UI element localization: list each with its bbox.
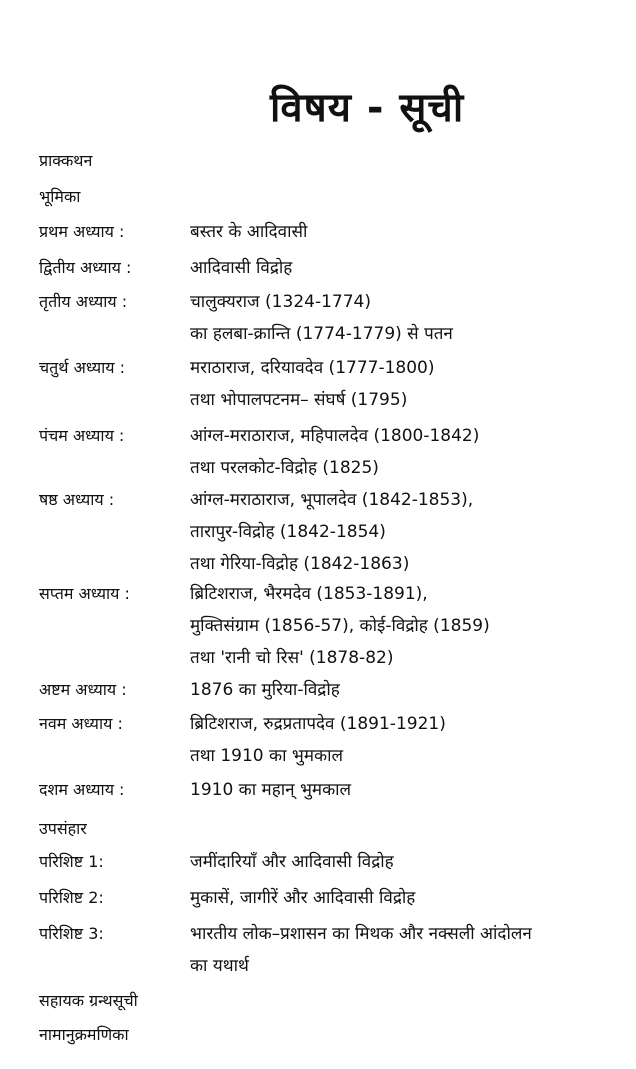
- toc-entry-line: आदिवासी विद्रोह: [190, 258, 293, 278]
- toc-entry-label: सप्तम अध्याय :: [39, 584, 130, 603]
- toc-entry-line: जमींदारियाँ और आदिवासी विद्रोह: [190, 852, 394, 872]
- toc-entry-title: [190, 918, 630, 982]
- toc-entry-title: [190, 708, 630, 772]
- toc-entry-label: चतुर्थ अध्याय :: [39, 358, 126, 377]
- toc-entry-title: [190, 484, 630, 580]
- toc-entry-label: प्रथम अध्याय :: [39, 222, 125, 241]
- toc-entry-title: [190, 578, 630, 674]
- toc-entry-title: [190, 286, 630, 350]
- toc-entry-title: [190, 846, 630, 878]
- toc-entry-label: द्वितीय अध्याय :: [39, 258, 132, 277]
- toc-entry-label: दशम अध्याय :: [39, 780, 125, 799]
- toc-entry-line: 1910 का महान् भुमकाल: [190, 780, 352, 800]
- toc-entry-label: अष्टम अध्याय :: [39, 680, 127, 699]
- toc-entry-title: [190, 420, 630, 484]
- toc-entry-label: सहायक ग्रन्थसूची: [39, 991, 138, 1010]
- toc-entry-label: परिशिष्ट 2:: [39, 888, 104, 907]
- toc-entry-line: भारतीय लोक–प्रशासन का मिथक और नक्सली आंदोलन: [190, 924, 532, 944]
- toc-entry-label: नवम अध्याय :: [39, 714, 123, 733]
- toc-entry-line: तथा परलकोट-विद्रोह (1825): [190, 458, 379, 478]
- toc-entry-title: [190, 252, 630, 284]
- toc-entry-label: तृतीय अध्याय :: [39, 292, 128, 311]
- toc-entry-line: का यथार्थ: [190, 956, 249, 976]
- toc-entry-label: नामानुक्रमणिका: [39, 1025, 129, 1044]
- toc-entry-label: परिशिष्ट 3:: [39, 924, 104, 943]
- toc-entry-line: चालुक्यराज (1324-1774): [190, 292, 371, 312]
- toc-entry-line: मुकासें, जागीरें और आदिवासी विद्रोह: [190, 888, 416, 908]
- toc-entry-title: [190, 216, 630, 248]
- toc-entry-line: ब्रिटिशराज, भैरमदेव (1853-1891),: [190, 584, 428, 604]
- toc-entry-line: का हलबा-क्रान्ति (1774-1779) से पतन: [190, 324, 453, 344]
- toc-entry-title: [190, 352, 630, 416]
- toc-entry-line: तथा 'रानी चो रिस' (1878-82): [190, 648, 394, 668]
- toc-entry-label: प्राक्कथन: [39, 151, 93, 170]
- toc-entry-title: [190, 774, 630, 806]
- toc-entry-line: तारापुर-विद्रोह (1842-1854): [190, 522, 386, 542]
- toc-entry-line: मुक्तिसंग्राम (1856-57), कोई-विद्रोह (1859): [190, 616, 490, 636]
- toc-entry-line: 1876 का मुरिया-विद्रोह: [190, 680, 340, 700]
- toc-entry-label: परिशिष्ट 1:: [39, 852, 104, 871]
- toc-entry-line: मराठाराज, दरियावदेव (1777-1800): [190, 358, 435, 378]
- toc-entry-line: तथा भोपालपटनम– संघर्ष (1795): [190, 390, 408, 410]
- toc-entry-line: आंग्ल-मराठाराज, भूपालदेव (1842-1853),: [190, 490, 474, 510]
- toc-entry-title: [190, 674, 630, 706]
- toc-entry-title: [190, 882, 630, 914]
- toc-entry-line: आंग्ल-मराठाराज, महिपालदेव (1800-1842): [190, 426, 480, 446]
- toc-entry-label: उपसंहार: [39, 819, 87, 838]
- toc-entry-label: षष्ठ अध्याय :: [39, 490, 115, 509]
- toc-entry-line: तथा 1910 का भुमकाल: [190, 746, 343, 766]
- page-title: विषय - सूची: [270, 85, 465, 131]
- toc-entry-line: ब्रिटिशराज, रुद्रप्रतापदेव (1891-1921): [190, 714, 446, 734]
- toc-entry-line: बस्तर के आदिवासी: [190, 222, 308, 242]
- toc-entry-label: भूमिका: [39, 187, 81, 206]
- toc-entry-line: तथा गेरिया-विद्रोह (1842-1863): [190, 554, 410, 574]
- toc-entry-label: पंचम अध्याय :: [39, 426, 125, 445]
